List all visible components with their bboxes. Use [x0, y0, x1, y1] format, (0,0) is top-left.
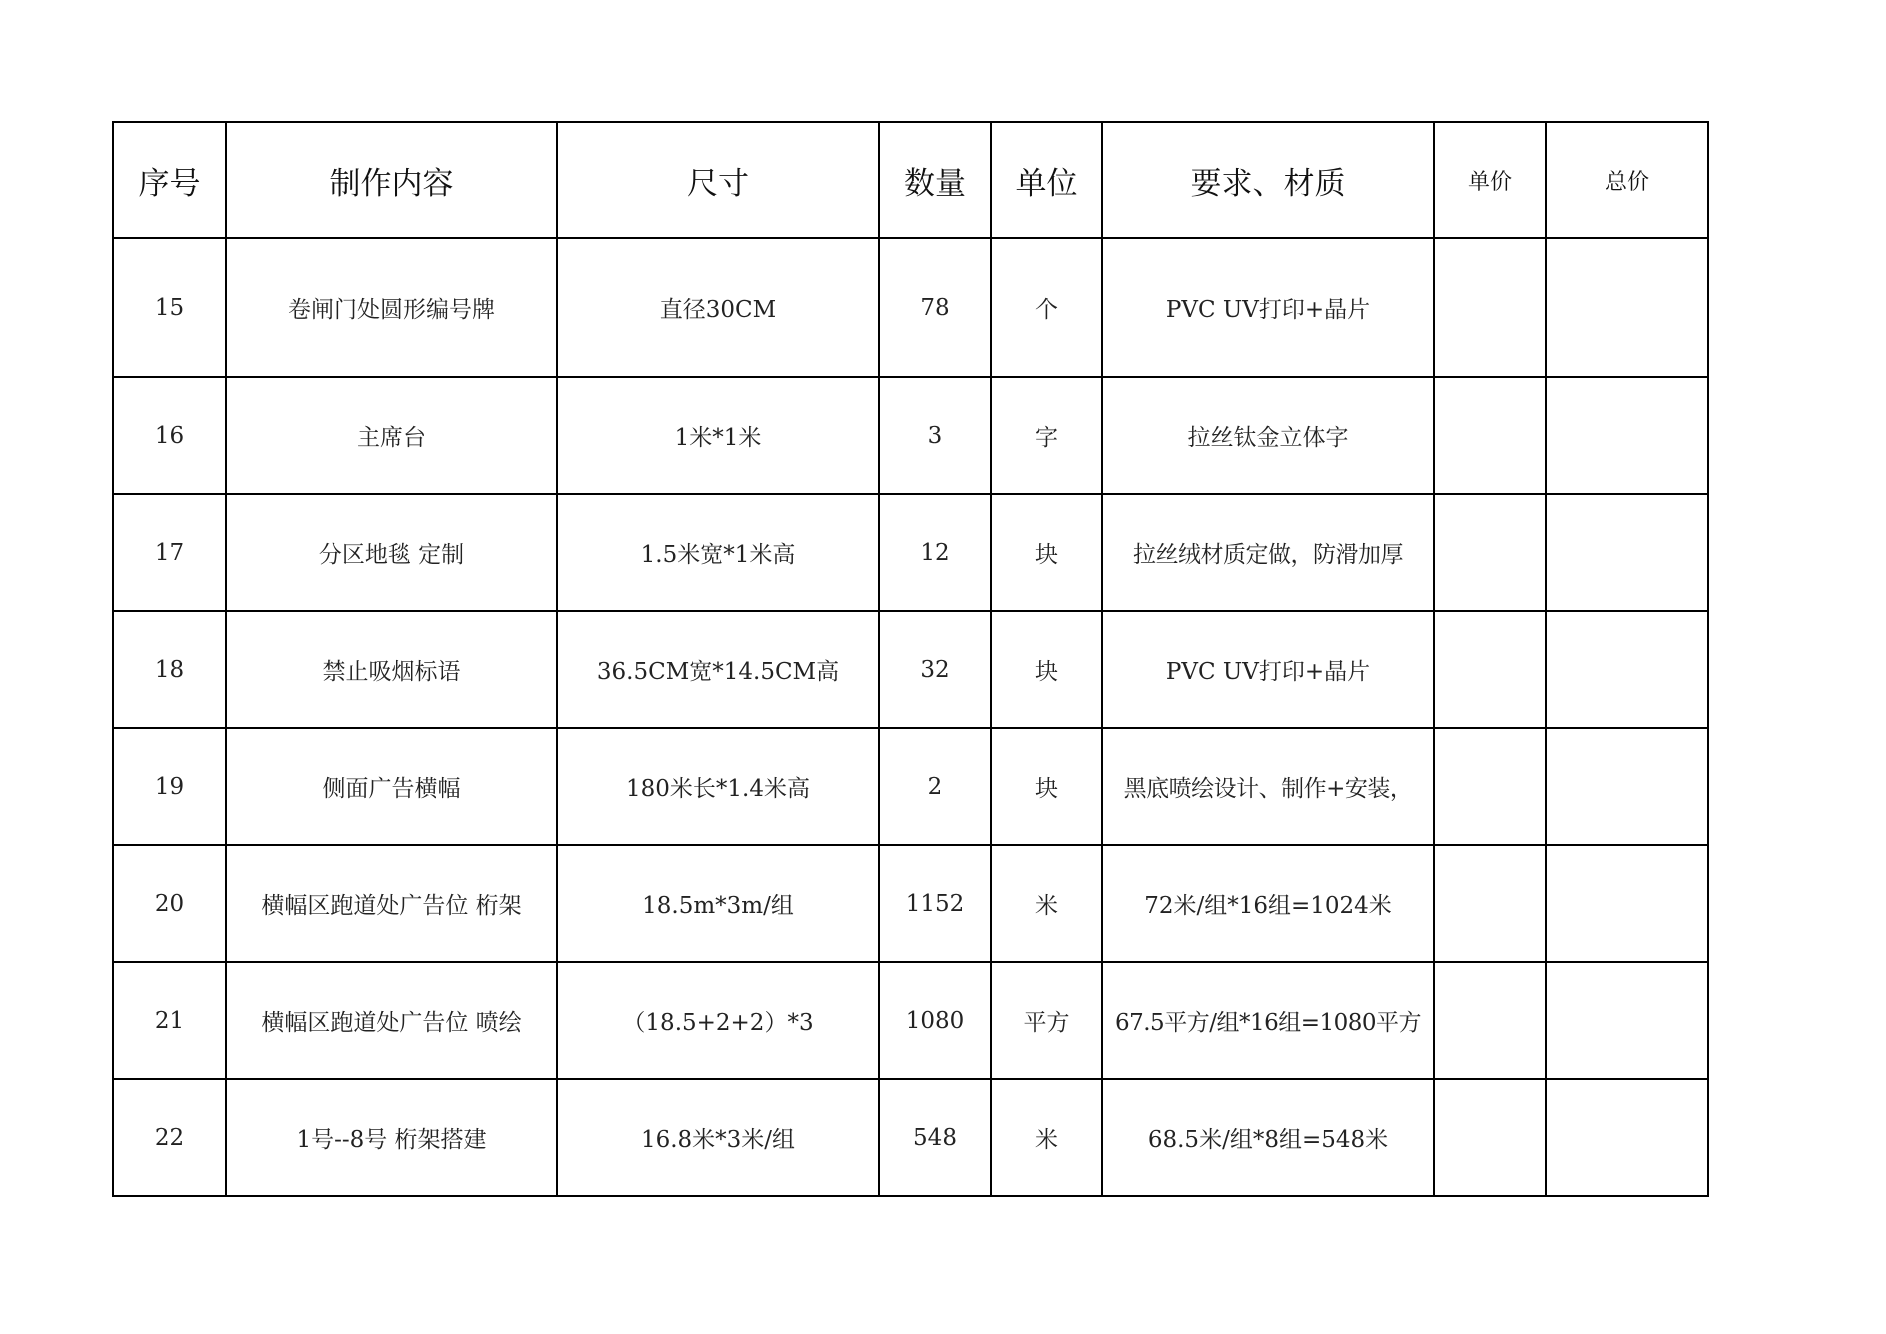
cell-content: 1号--8号 桁架搭建	[226, 1079, 557, 1196]
cell-content: 侧面广告横幅	[226, 728, 557, 845]
cell-unit: 块	[991, 611, 1102, 728]
header-size: 尺寸	[557, 122, 879, 238]
cell-unit-price	[1434, 377, 1546, 494]
cell-size: 直径30CM	[557, 238, 879, 377]
table-row	[113, 611, 1708, 728]
cell-material: 黑底喷绘设计、制作+安装，	[1102, 728, 1434, 845]
cell-qty: 1080	[879, 962, 991, 1079]
header-material: 要求、材质	[1102, 122, 1434, 238]
cell-no: 17	[113, 494, 226, 611]
cell-content: 禁止吸烟标语	[226, 611, 557, 728]
cell-no: 18	[113, 611, 226, 728]
cell-qty: 548	[879, 1079, 991, 1196]
cell-total-price	[1546, 962, 1708, 1079]
cell-qty: 1152	[879, 845, 991, 962]
cell-no: 15	[113, 238, 226, 377]
cell-total-price	[1546, 728, 1708, 845]
cell-unit-price	[1434, 1079, 1546, 1196]
cell-content: 分区地毯 定制	[226, 494, 557, 611]
cell-unit-price	[1434, 845, 1546, 962]
cell-size: 18.5m*3m/组	[557, 845, 879, 962]
cell-total-price	[1546, 238, 1708, 377]
table-row	[113, 1079, 1708, 1196]
cell-unit: 米	[991, 1079, 1102, 1196]
cell-qty: 32	[879, 611, 991, 728]
cell-total-price	[1546, 611, 1708, 728]
header-qty: 数量	[879, 122, 991, 238]
table-header-row	[113, 122, 1708, 238]
table-row	[113, 377, 1708, 494]
table-row	[113, 845, 1708, 962]
cell-unit: 块	[991, 494, 1102, 611]
cell-unit-price	[1434, 728, 1546, 845]
cell-material: 72米/组*16组=1024米	[1102, 845, 1434, 962]
cell-size: （18.5+2+2）*3	[557, 962, 879, 1079]
cell-material: PVC UV打印+晶片	[1102, 611, 1434, 728]
cell-size: 1米*1米	[557, 377, 879, 494]
table-row	[113, 238, 1708, 377]
cell-no: 22	[113, 1079, 226, 1196]
cell-unit: 平方	[991, 962, 1102, 1079]
header-unit-price: 单价	[1434, 122, 1546, 238]
cell-material: 67.5平方/组*16组=1080平方	[1102, 962, 1434, 1079]
cell-unit: 字	[991, 377, 1102, 494]
header-unit: 单位	[991, 122, 1102, 238]
cell-no: 20	[113, 845, 226, 962]
cell-content: 卷闸门处圆形编号牌	[226, 238, 557, 377]
cell-material: 68.5米/组*8组=548米	[1102, 1079, 1434, 1196]
cell-content: 横幅区跑道处广告位 桁架	[226, 845, 557, 962]
header-total-price: 总价	[1546, 122, 1708, 238]
cell-total-price	[1546, 845, 1708, 962]
cell-qty: 3	[879, 377, 991, 494]
cell-unit-price	[1434, 611, 1546, 728]
cell-size: 16.8米*3米/组	[557, 1079, 879, 1196]
cell-no: 21	[113, 962, 226, 1079]
cell-qty: 12	[879, 494, 991, 611]
cell-no: 16	[113, 377, 226, 494]
cell-content: 主席台	[226, 377, 557, 494]
cell-qty: 78	[879, 238, 991, 377]
cell-unit: 米	[991, 845, 1102, 962]
cell-unit-price	[1434, 238, 1546, 377]
cell-material: PVC UV打印+晶片	[1102, 238, 1434, 377]
header-content: 制作内容	[226, 122, 557, 238]
table-row	[113, 494, 1708, 611]
cell-size: 36.5CM宽*14.5CM高	[557, 611, 879, 728]
production-spec-table	[112, 121, 1709, 1197]
table-row	[113, 962, 1708, 1079]
cell-qty: 2	[879, 728, 991, 845]
cell-total-price	[1546, 494, 1708, 611]
cell-content: 横幅区跑道处广告位 喷绘	[226, 962, 557, 1079]
table-row	[113, 728, 1708, 845]
cell-unit-price	[1434, 494, 1546, 611]
cell-unit-price	[1434, 962, 1546, 1079]
cell-material: 拉丝绒材质定做，防滑加厚	[1102, 494, 1434, 611]
cell-no: 19	[113, 728, 226, 845]
cell-unit: 块	[991, 728, 1102, 845]
cell-total-price	[1546, 1079, 1708, 1196]
cell-material: 拉丝钛金立体字	[1102, 377, 1434, 494]
cell-size: 1.5米宽*1米高	[557, 494, 879, 611]
cell-unit: 个	[991, 238, 1102, 377]
cell-total-price	[1546, 377, 1708, 494]
cell-size: 180米长*1.4米高	[557, 728, 879, 845]
header-no: 序号	[113, 122, 226, 238]
